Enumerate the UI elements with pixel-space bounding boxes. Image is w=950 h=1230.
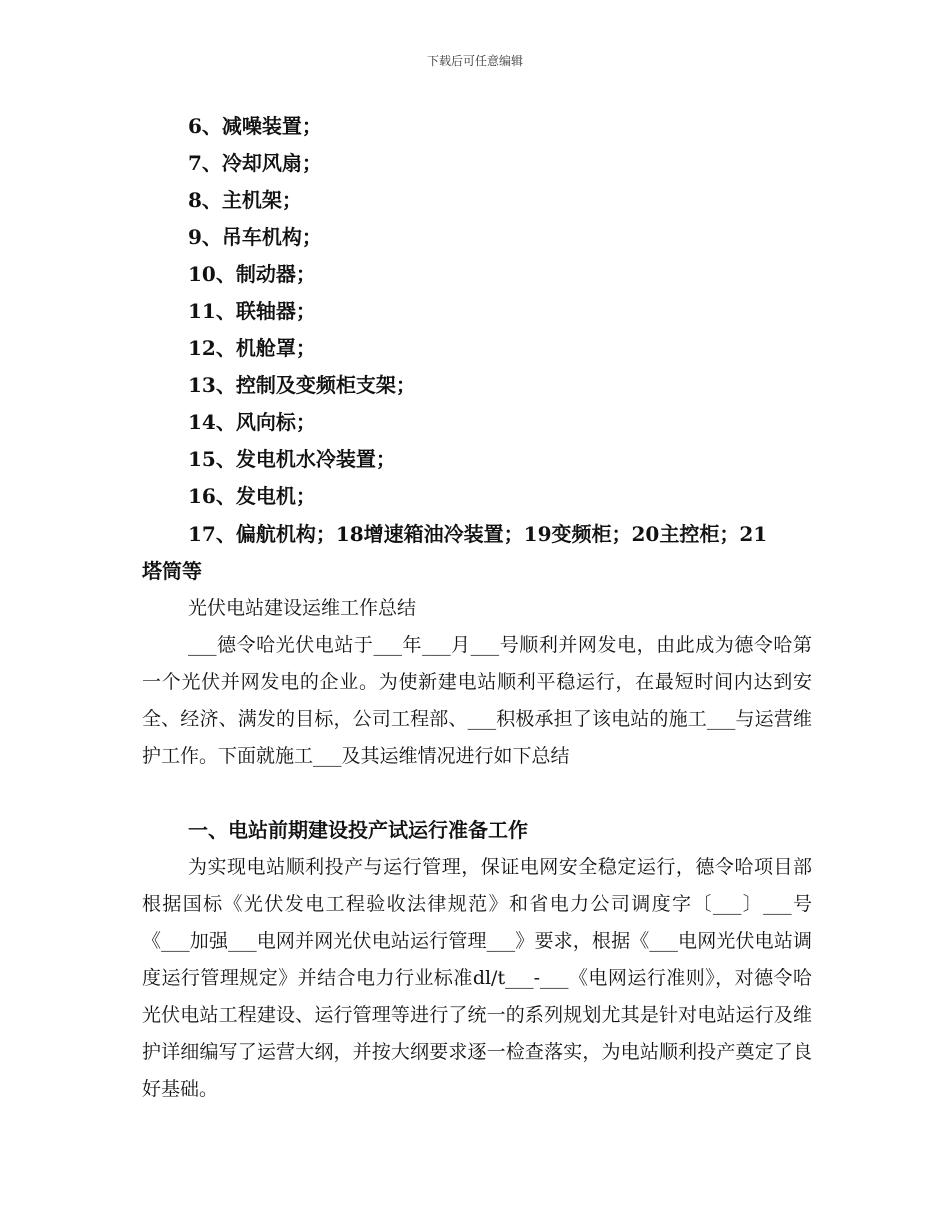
list-item: 12、机舱罩；	[188, 336, 316, 360]
list-item: 16、发电机；	[188, 484, 316, 508]
document-title: 光伏电站建设运维工作总结	[188, 597, 417, 619]
list-item: 11、联轴器；	[188, 299, 316, 323]
component-list	[188, 108, 828, 515]
list-item: 7、冷却风扇；	[188, 151, 322, 175]
intro-paragraph: ___德令哈光伏电站于___年___月___号顺利并网发电，由此成为德令哈第一个光伏并网发电的企业。为使新建电站顺利平稳运行，在最短时间内达到安全、经济、满发的目标，公司工程部、___积极承担了该电站的施工___与运营维护工作。下面就施工___及其运维情况进行如下总结	[142, 634, 812, 767]
list-item-17-line2: 塔筒等	[142, 559, 202, 583]
list-item-17-line1: 17、偏航机构；18增速箱油冷装置；19变频柜；20主控柜；21	[188, 522, 768, 546]
list-item: 14、风向标；	[188, 410, 316, 434]
list-item-17	[142, 516, 812, 590]
list-item: 9、吊车机构；	[188, 225, 322, 249]
list-item: 13、控制及变频柜支架；	[188, 373, 416, 397]
list-item: 15、发电机水冷装置；	[188, 447, 396, 471]
section-heading: 一、电站前期建设投产试运行准备工作	[188, 818, 528, 842]
page-header: 下载后可任意编辑	[426, 54, 523, 68]
section-paragraph: 为实现电站顺利投产与运行管理，保证电网安全稳定运行，德令哈项目部根据国标《光伏发电工程验收法律规范》和省电力公司调度字〔___〕___号《___加强___电网并网光伏电站运行管理___》要求，根据《___电网光伏电站调度运行管理规定》并结合电力行业标准dl/t___-___《电网运行准则》，对德令哈光伏电站工程建设、运行管理等进行了统一的系列规划尤其是针对电站运行及维护详细编写了运营大纲，并按大纲要求逐一检查落实，为电站顺利投产奠定了良好基础。	[142, 856, 812, 1100]
list-item: 8、主机架；	[188, 188, 302, 212]
list-item: 10、制动器；	[188, 262, 316, 286]
list-item: 6、减噪装置；	[188, 114, 322, 138]
